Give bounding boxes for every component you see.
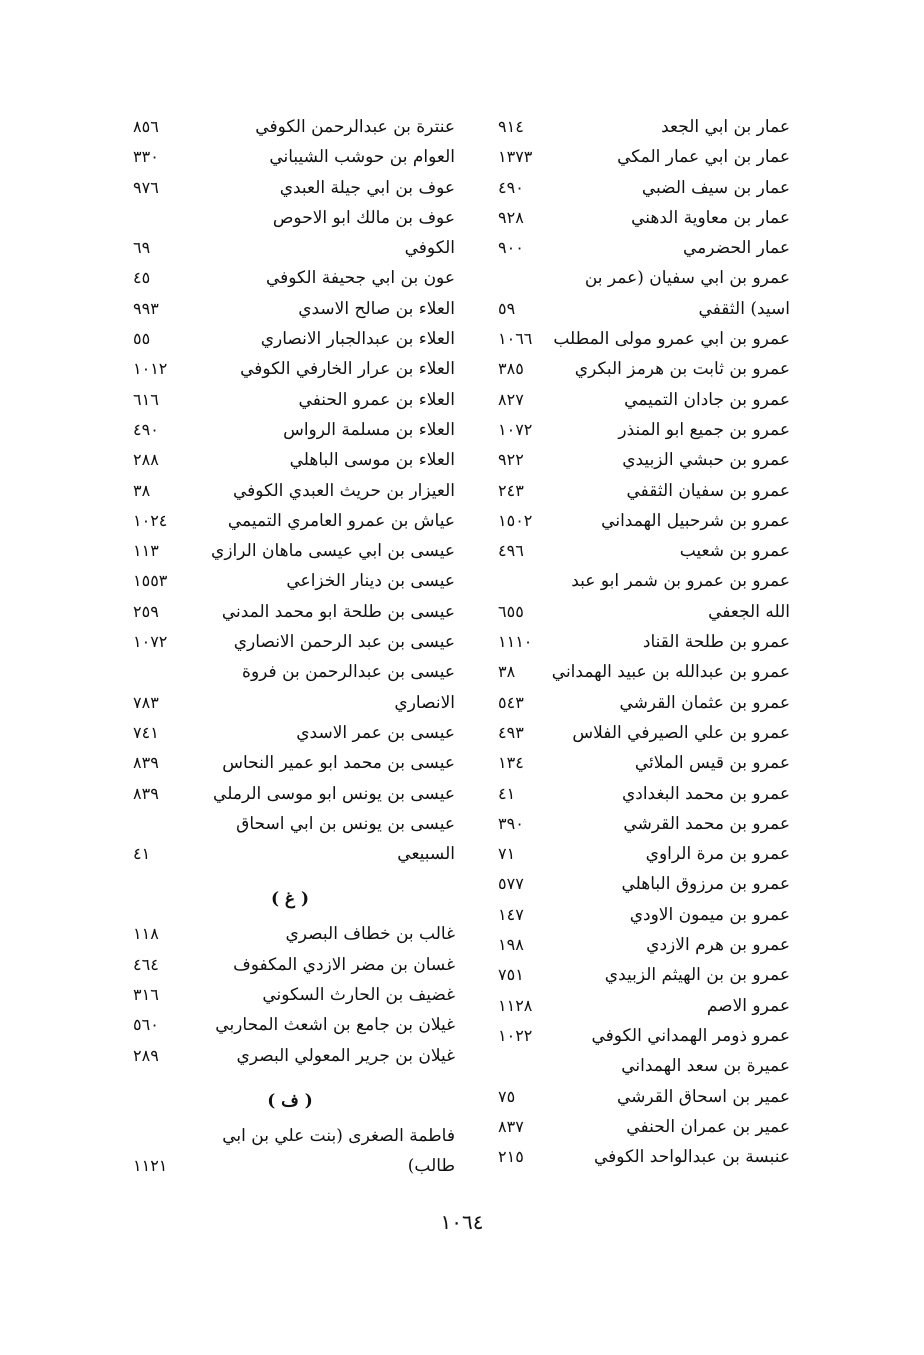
entry-page-number: ٤٦٤ xyxy=(133,954,159,974)
entry-name: عمرو بن شرحبيل الهمداني xyxy=(601,510,790,531)
entry-page-number: ٦٩ xyxy=(133,238,151,258)
entry-name: الله الجعفي xyxy=(708,601,790,622)
page-number: ١٠٦٤ xyxy=(440,1210,484,1234)
entry-name: عمرو بن محمد البغدادي xyxy=(621,783,790,804)
entry-page-number: ٥٥ xyxy=(133,329,151,349)
index-entry xyxy=(125,324,455,354)
entry-page-number: ٥٩ xyxy=(498,298,516,318)
entry-name: عمرو بن جميع ابو المنذر xyxy=(618,419,790,440)
entry-page-number: ٣٨ xyxy=(133,480,151,500)
entry-page-number: ٩٢٢ xyxy=(498,450,524,470)
entry-page-number: ٥٦٠ xyxy=(133,1015,159,1035)
entry-name: عيسى بن عبد الرحمن الانصاري xyxy=(233,632,455,653)
entry-page-number: ٢٨٨ xyxy=(133,450,159,470)
index-entry xyxy=(490,263,790,293)
index-entry xyxy=(490,748,790,778)
index-entry xyxy=(490,718,790,748)
index-entry xyxy=(490,1051,790,1081)
entry-name: عيسى بن محمد ابو عمير النحاس xyxy=(222,753,455,774)
entry-page-number: ١٠٢٤ xyxy=(133,510,168,530)
entry-name: عون بن ابي جحيفة الكوفي xyxy=(265,268,455,289)
index-entry xyxy=(125,809,455,839)
entry-name: عمرو بن سفيان الثقفي xyxy=(626,480,790,501)
entry-page-number: ١٠١٢ xyxy=(133,359,168,379)
index-entry xyxy=(490,869,790,899)
index-entry xyxy=(490,233,790,263)
entry-name: عمرو بن ثابت بن هرمز البكري xyxy=(574,359,790,380)
entry-page-number: ٧١ xyxy=(498,844,516,864)
index-entry xyxy=(490,1082,790,1112)
entry-name: عيسى بن دينار الخزاعي xyxy=(286,571,455,592)
entry-page-number: ١١١٠ xyxy=(498,632,533,652)
index-entry xyxy=(490,173,790,203)
entry-name: عمار بن ابي الجعد xyxy=(661,117,790,137)
index-entry xyxy=(125,354,455,384)
entry-page-number: ٦١٦ xyxy=(133,389,159,409)
index-entry xyxy=(490,324,790,354)
entry-page-number: ٩١٤ xyxy=(498,117,524,136)
entry-name: العوام بن حوشب الشيباني xyxy=(269,147,455,168)
index-entry xyxy=(490,1021,790,1051)
section-heading-fa: ( ف ) xyxy=(267,1090,313,1111)
entry-page-number: ٨٣٩ xyxy=(133,783,159,803)
index-entry xyxy=(125,203,455,233)
entry-name: عمرو بن قيس الملائي xyxy=(634,753,790,774)
entry-page-number: ١٥٠٢ xyxy=(498,510,533,530)
entry-page-number: ٨٥٦ xyxy=(133,117,159,136)
index-entry xyxy=(125,688,455,718)
index-entry xyxy=(490,597,790,627)
entry-page-number: ٤٩٣ xyxy=(498,722,524,742)
entry-name: عنبسة بن عبدالواحد الكوفي xyxy=(594,1147,790,1168)
entry-name: عمرو بن شعيب xyxy=(679,541,790,562)
entry-name: عمرو ذومر الهمداني الكوفي xyxy=(591,1025,790,1046)
entry-name: عمرو بن جادان التميمي xyxy=(624,389,790,410)
index-entry xyxy=(490,566,790,596)
section-heading-ghain: ( غ ) xyxy=(270,889,310,910)
entry-name: عيسى بن يونس ابو موسى الرملي xyxy=(213,783,455,804)
entry-page-number: ٣١٦ xyxy=(133,985,159,1005)
entry-page-number: ٤٥ xyxy=(133,268,151,288)
entry-page-number: ١٥٥٣ xyxy=(133,571,168,591)
entry-page-number: ٢٨٩ xyxy=(133,1045,159,1065)
index-entry xyxy=(125,980,455,1010)
entry-page-number: ١٣٤ xyxy=(498,753,524,773)
right-index-column xyxy=(490,112,790,1172)
entry-name: عمرو بن هرم الازدي xyxy=(646,935,790,956)
entry-name: الكوفي xyxy=(404,238,455,259)
entry-page-number: ١٠٧٢ xyxy=(498,419,533,439)
index-entry xyxy=(490,930,790,960)
entry-page-number: ٧٥١ xyxy=(498,965,524,985)
index-entry xyxy=(125,173,455,203)
index-entry xyxy=(490,445,790,475)
index-group-fa xyxy=(125,1121,455,1182)
index-entry xyxy=(125,1041,455,1071)
entry-name: عميرة بن سعد الهمداني xyxy=(621,1056,790,1077)
index-entry xyxy=(125,1151,455,1181)
index-entry xyxy=(490,688,790,718)
entry-name: طالب) xyxy=(407,1156,455,1177)
entry-name: العلاء بن عبدالجبار الانصاري xyxy=(260,329,455,350)
index-entry xyxy=(125,263,455,293)
entry-name: عمرو بن مرة الراوي xyxy=(645,844,790,865)
entry-page-number: ٣٣٠ xyxy=(133,147,159,167)
entry-name: عمرو بن عمرو بن شمر ابو عبد xyxy=(571,571,790,592)
entry-page-number: ١٩٨ xyxy=(498,935,524,955)
entry-page-number: ٥٧٧ xyxy=(498,874,524,894)
entry-name: عنترة بن عبدالرحمن الكوفي xyxy=(255,117,455,137)
entry-page-number: ١١٢١ xyxy=(133,1156,168,1176)
entry-name: العيزار بن حريث العبدي الكوفي xyxy=(233,480,455,501)
index-entry xyxy=(490,476,790,506)
entry-page-number: ١٣٧٣ xyxy=(498,147,533,167)
entry-name: عمرو بن ابي سفيان (عمر بن xyxy=(584,268,790,289)
entry-name: عمرو بن عبدالله بن عبيد الهمداني xyxy=(551,662,790,683)
entry-page-number: ٢١٥ xyxy=(498,1147,524,1167)
index-entry xyxy=(125,919,455,949)
entry-page-number: ٤٩٦ xyxy=(498,541,524,561)
entry-name: عمرو بن مرزوق الباهلي xyxy=(621,874,790,895)
entry-name: غالب بن خطاف البصري xyxy=(285,924,455,945)
entry-name: عمار بن سيف الضبي xyxy=(641,177,790,198)
entry-page-number: ٩٧٦ xyxy=(133,177,159,197)
entry-page-number: ٥٤٣ xyxy=(498,692,524,712)
entry-name: عمار بن ابي عمار المكي xyxy=(617,147,790,168)
entry-page-number: ٩٠٠ xyxy=(498,238,524,258)
index-entry xyxy=(490,627,790,657)
index-entry xyxy=(125,779,455,809)
entry-page-number: ٤٩٠ xyxy=(133,419,159,439)
index-entry xyxy=(490,991,790,1021)
entry-name: الانصاري xyxy=(394,692,455,713)
entry-name: عمرو بن عثمان القرشي xyxy=(619,692,790,713)
index-entry xyxy=(490,142,790,172)
index-entry xyxy=(490,779,790,809)
index-entry xyxy=(490,960,790,990)
entry-page-number: ٧٨٣ xyxy=(133,692,159,712)
index-entry xyxy=(490,900,790,930)
index-entry xyxy=(490,294,790,324)
entry-name: عوف بن ابي جيلة العبدي xyxy=(279,177,455,198)
index-entry xyxy=(490,506,790,536)
entry-page-number: ٣٩٠ xyxy=(498,813,524,833)
entry-name: فاطمة الصغرى (بنت علي بن ابي xyxy=(222,1125,455,1146)
entry-name: العلاء بن صالح الاسدي xyxy=(298,298,455,319)
entry-name: العلاء بن عرار الخارفي الكوفي xyxy=(240,359,455,380)
index-entry xyxy=(125,294,455,324)
entry-name: عمير بن عمران الحنفي xyxy=(626,1116,790,1137)
index-entry xyxy=(125,657,455,687)
index-entry xyxy=(125,445,455,475)
entry-name: غضيف بن الحارث السكوني xyxy=(262,985,455,1006)
entry-name: غسان بن مضر الازدي المكفوف xyxy=(233,954,455,975)
entry-page-number: ٧٤١ xyxy=(133,722,159,742)
entry-page-number: ١١٢٨ xyxy=(498,995,533,1015)
index-entry xyxy=(490,1112,790,1142)
entry-page-number: ٨٢٧ xyxy=(498,389,524,409)
entry-name: عيسى بن عمر الاسدي xyxy=(296,722,455,743)
index-entry xyxy=(125,718,455,748)
entry-page-number: ١٠٢٢ xyxy=(498,1025,533,1045)
entry-name: العلاء بن عمرو الحنفي xyxy=(298,389,455,410)
entry-name: عمار الحضرمي xyxy=(682,238,790,259)
entry-name: غيلان بن جرير المعولي البصري xyxy=(236,1045,455,1066)
index-entry xyxy=(490,839,790,869)
index-entry xyxy=(490,354,790,384)
entry-name: عيسى بن طلحة ابو محمد المدني xyxy=(221,601,455,622)
index-entry xyxy=(490,1142,790,1172)
index-entry xyxy=(125,566,455,596)
entry-page-number: ٤١ xyxy=(498,783,516,803)
index-entry xyxy=(490,809,790,839)
entry-page-number: ١٠٧٢ xyxy=(133,632,168,652)
entry-page-number: ٨٣٩ xyxy=(133,753,159,773)
index-entry xyxy=(125,476,455,506)
entry-name: عمار بن معاوية الدهني xyxy=(631,207,790,228)
entry-page-number: ٢٥٩ xyxy=(133,601,159,621)
entry-page-number: ٩٢٨ xyxy=(498,207,524,227)
index-group-ghain xyxy=(125,919,455,1070)
index-entry xyxy=(125,142,455,172)
entry-page-number: ١٤٧ xyxy=(498,904,524,924)
entry-name: عمرو الاصم xyxy=(706,995,790,1016)
entry-page-number: ٦٥٥ xyxy=(498,601,524,621)
index-entry xyxy=(125,950,455,980)
entry-page-number: ١١٨ xyxy=(133,924,159,944)
index-entry xyxy=(125,233,455,263)
entry-name: عمرو بن بن الهيثم الزبيدي xyxy=(604,965,790,986)
entry-name: العلاء بن موسى الباهلي xyxy=(289,450,455,471)
index-entry xyxy=(125,748,455,778)
index-entry xyxy=(125,627,455,657)
entry-name: العلاء بن مسلمة الرواس xyxy=(283,419,455,440)
entry-name: غيلان بن جامع بن اشعث المحاربي xyxy=(215,1015,455,1036)
index-entry xyxy=(125,536,455,566)
entry-page-number: ٣٨٥ xyxy=(498,359,524,379)
entry-page-number: ٢٤٣ xyxy=(498,480,524,500)
index-entry xyxy=(125,1010,455,1040)
index-entry xyxy=(125,415,455,445)
entry-name: السبيعي xyxy=(397,844,455,865)
entry-page-number: ٤٩٠ xyxy=(498,177,524,197)
entry-name: عمرو بن ابي عمرو مولى المطلب xyxy=(553,329,790,350)
entry-page-number: ٣٨ xyxy=(498,662,516,682)
entry-name: عمرو بن حبشي الزبيدي xyxy=(622,450,790,471)
entry-name: عمرو بن ميمون الاودي xyxy=(629,904,790,925)
entry-page-number: ٨٣٧ xyxy=(498,1116,524,1136)
entry-page-number: ١١٣ xyxy=(133,541,159,561)
index-entry xyxy=(125,597,455,627)
entry-name: عياش بن عمرو العامري التميمي xyxy=(227,510,455,531)
index-entry xyxy=(125,385,455,415)
index-entry xyxy=(490,385,790,415)
entry-name: عوف بن مالك ابو الاحوص xyxy=(272,207,455,228)
entry-page-number: ٤١ xyxy=(133,844,151,864)
entry-name: عيسى بن عبدالرحمن بن فروة xyxy=(242,662,455,683)
index-entry xyxy=(490,203,790,233)
entry-name: عمرو بن علي الصيرفي الفلاس xyxy=(572,722,790,743)
index-entry xyxy=(125,839,455,869)
entry-name: اسيد) الثقفي xyxy=(698,298,790,319)
index-entry xyxy=(490,536,790,566)
index-entry xyxy=(125,1121,455,1151)
entry-name: عمير بن اسحاق القرشي xyxy=(617,1086,790,1107)
index-entry xyxy=(490,657,790,687)
index-entry xyxy=(490,112,790,142)
entry-name: عيسى بن ابي عيسى ماهان الرازي xyxy=(211,541,455,562)
index-entry xyxy=(125,506,455,536)
entry-page-number: ١٠٦٦ xyxy=(498,329,533,349)
index-group-ayn xyxy=(125,112,455,869)
left-index-column xyxy=(125,112,455,1182)
index-entry xyxy=(490,415,790,445)
entry-page-number: ٩٩٣ xyxy=(133,298,159,318)
entry-name: عمرو بن طلحة القناد xyxy=(642,632,790,653)
index-entry xyxy=(125,112,455,142)
entry-page-number: ٧٥ xyxy=(498,1086,516,1106)
entry-name: عمرو بن محمد القرشي xyxy=(623,813,790,834)
entry-name: عيسى بن يونس بن ابي اسحاق xyxy=(236,813,455,834)
